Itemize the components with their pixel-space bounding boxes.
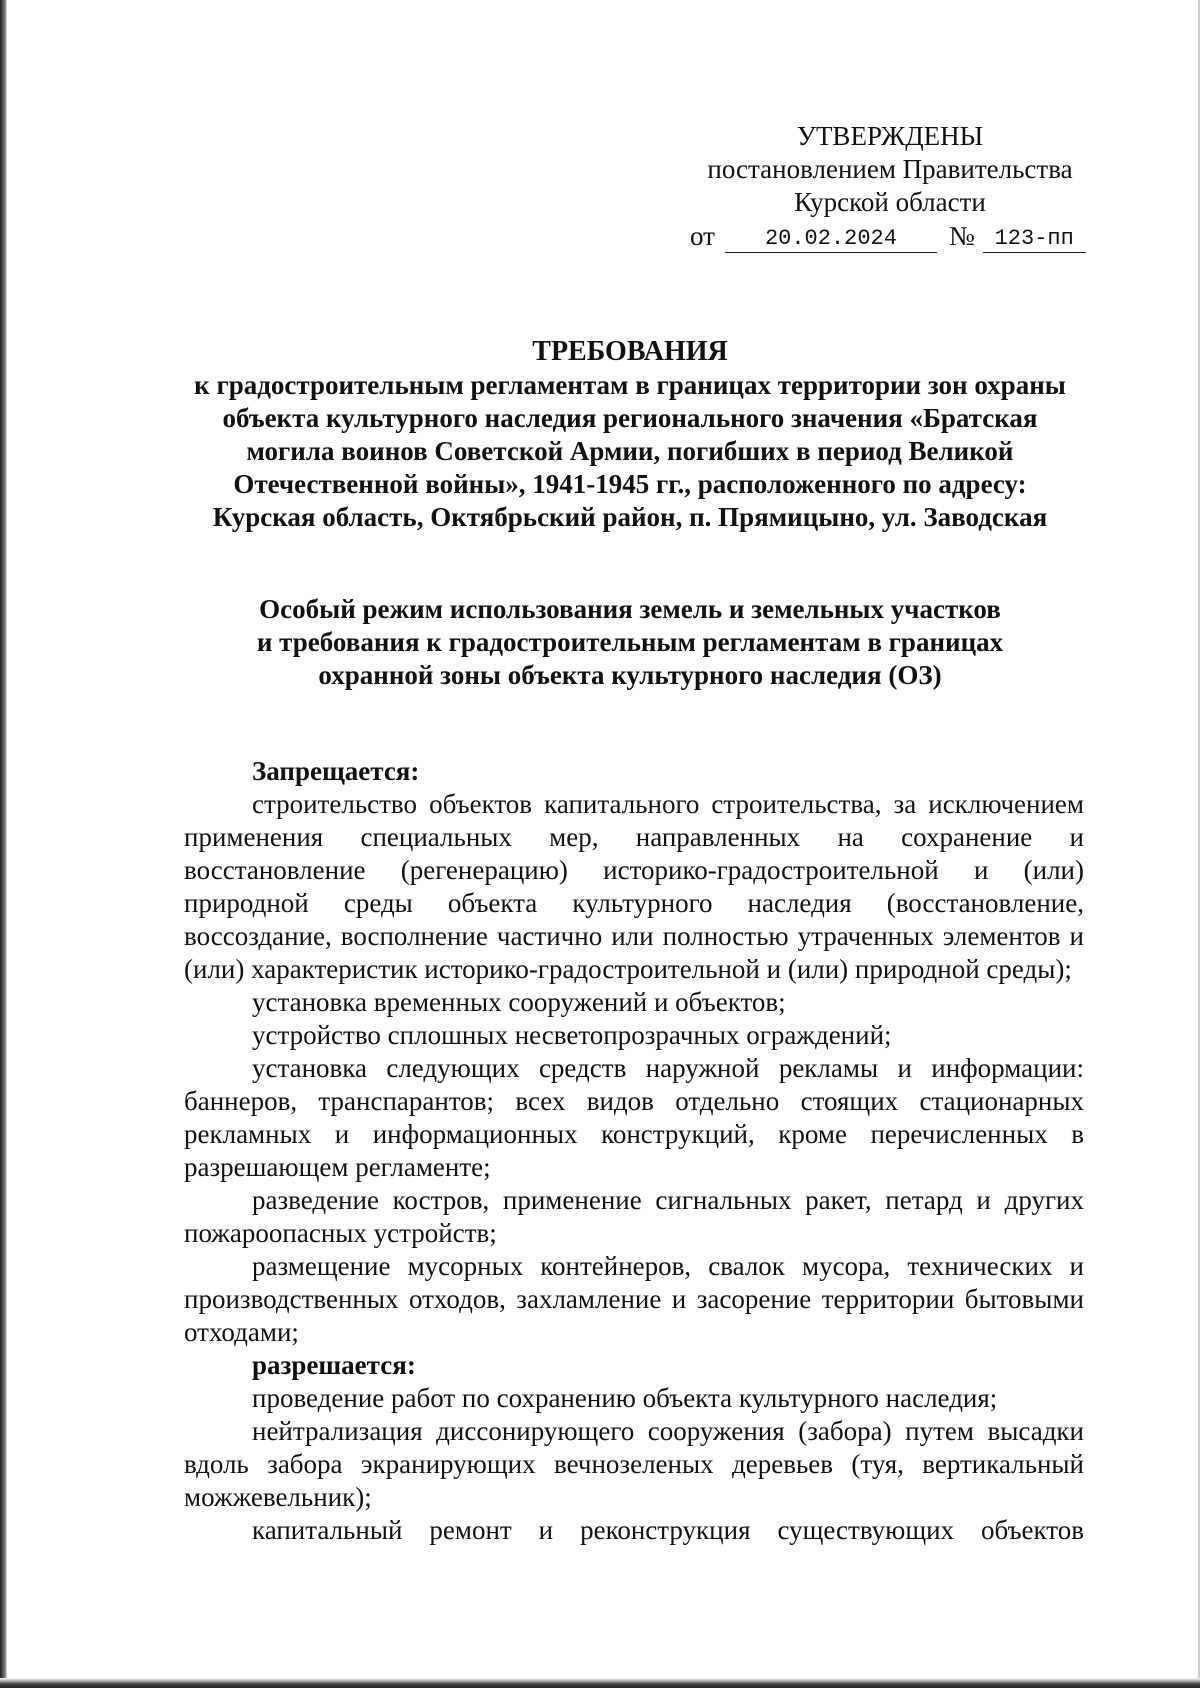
prohibited-item: строительство объектов капитального строительства, за исключением применения специальных мер, направленных на сохранение и восстановление (регенерацию) историко-градостроительной и (или) природной среды объекта культурного наследия (восстановление, воссоздание, восполнение частично или полностью утраченных элементов и (или) характеристик историко-градостроительной и (или) природной среды); bbox=[184, 789, 1084, 984]
date-field: 20.02.2024 bbox=[725, 225, 937, 253]
number-field: 123-пп bbox=[983, 225, 1086, 253]
heading-line: могила воинов Советской Армии, погибших в период Великой bbox=[246, 436, 1014, 466]
heading-line: к градостроительным регламентам в границах территории зон охраны bbox=[194, 370, 1066, 400]
prohibited-item: разведение костров, применение сигнальных ракет, петард и других пожароопасных устройств; bbox=[184, 1185, 1084, 1248]
number-prefix: № bbox=[948, 221, 975, 251]
prohibited-item: устройство сплошных несветопрозрачных ограждений; bbox=[252, 1020, 892, 1050]
prohibited-label: Запрещается: bbox=[252, 756, 420, 786]
prohibited-item: установка временных сооружений и объектов; bbox=[252, 987, 786, 1017]
document-title: ТРЕБОВАНИЯ bbox=[532, 336, 728, 367]
approval-date-line bbox=[690, 220, 1090, 253]
heading-line: Отечественной войны», 1941-1945 гг., расположенного по адресу: bbox=[233, 469, 1027, 499]
allowed-item: нейтрализация диссонирующего сооружения (забора) путем высадки вдоль забора экранирующих вечнозеленых деревьев (туя, вертикальный можжевельник); bbox=[184, 1416, 1084, 1512]
approval-line-1: постановлением Правительства bbox=[707, 154, 1073, 184]
section-heading-line: охранной зоны объекта культурного наследия (ОЗ) bbox=[318, 660, 942, 690]
prohibited-item: установка следующих средств наружной рекламы и информации: баннеров, транспарантов; всех видов отдельно стоящих стационарных рекламных и информационных конструкций, кроме перечисленных в разрешающем регламенте; bbox=[184, 1053, 1084, 1182]
scan-edge-bottom bbox=[0, 1678, 1200, 1688]
section-heading-line: Особый режим использования земель и земельных участков bbox=[259, 594, 1001, 624]
allowed-item: капитальный ремонт и реконструкция существующих объектов bbox=[252, 1515, 1084, 1545]
prohibited-item: размещение мусорных контейнеров, свалок мусора, технических и производственных отходов, захламление и засорение территории бытовыми отходами; bbox=[184, 1251, 1084, 1347]
document-heading bbox=[180, 335, 1080, 534]
heading-line: Курская область, Октябрьский район, п. Прямицыно, ул. Заводская bbox=[212, 502, 1048, 532]
allowed-label: разрешается: bbox=[252, 1350, 416, 1380]
approval-stamp bbox=[690, 120, 1090, 253]
heading-line: объекта культурного наследия регионального значения «Братская bbox=[222, 403, 1038, 433]
section-heading-line: и требования к градостроительным регламентам в границах bbox=[256, 627, 1004, 657]
date-prefix: от bbox=[690, 221, 715, 251]
approval-line-2: Курской области bbox=[794, 187, 986, 217]
allowed-item: проведение работ по сохранению объекта культурного наследия; bbox=[252, 1383, 998, 1413]
section-heading bbox=[180, 593, 1080, 692]
document-body bbox=[184, 755, 1084, 1547]
scan-edge-left bbox=[0, 0, 7, 1688]
approval-title: УТВЕРЖДЕНЫ bbox=[796, 121, 984, 151]
